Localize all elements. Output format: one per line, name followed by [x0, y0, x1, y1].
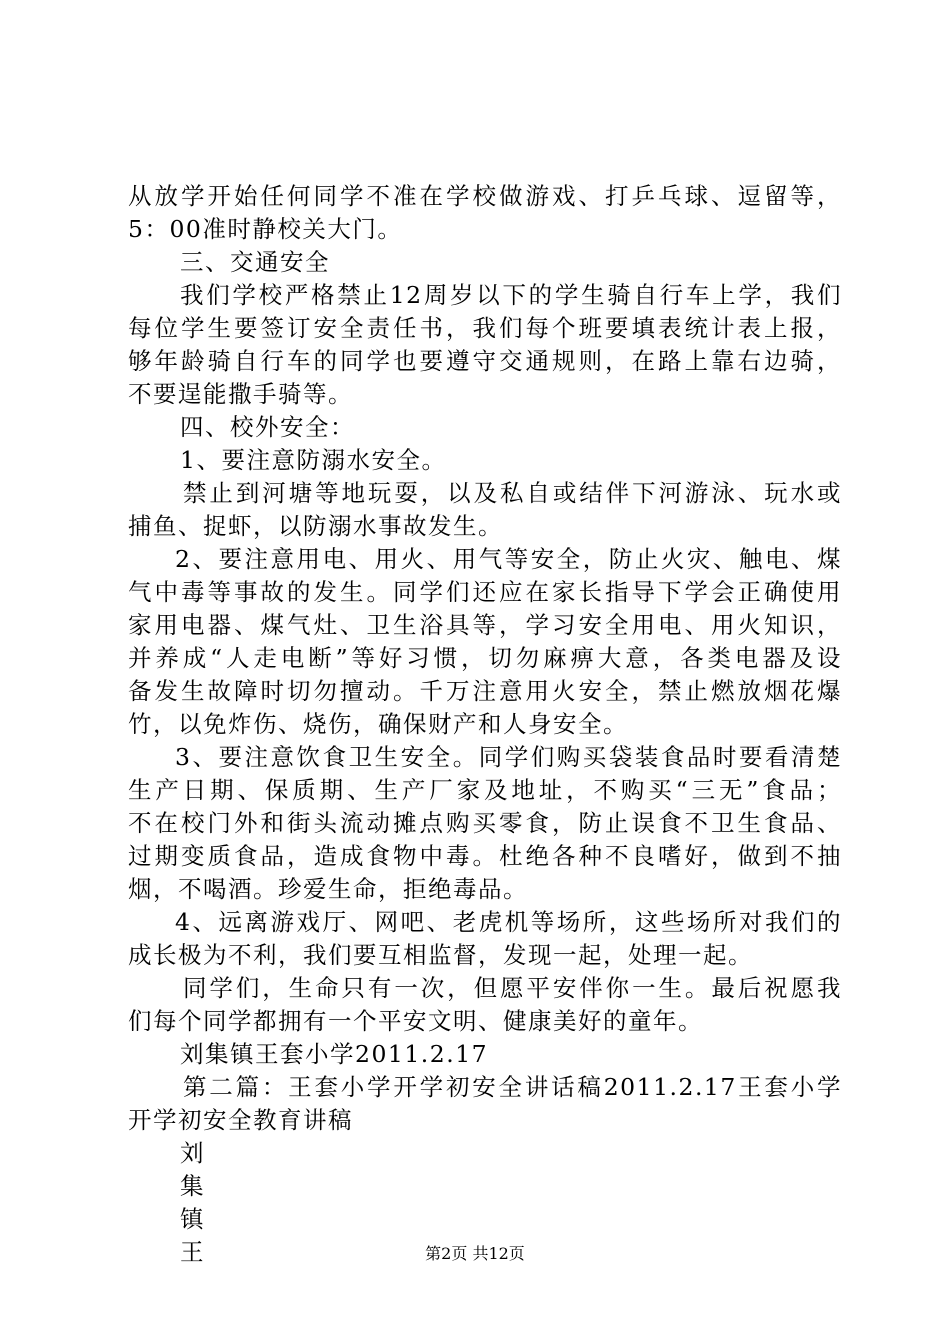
signature-line: 刘集镇王套小学2011.2.17 [180, 1040, 489, 1068]
text-line: 每位学生要签订安全责任书，我们每个班要填表统计表上报， [128, 314, 842, 342]
text-line: 们每个同学都拥有一个平安文明、健康美好的童年。 [128, 1007, 703, 1035]
text-line: 禁止到河塘等地玩耍，以及私自或结伴下河游泳、玩水或 [183, 479, 842, 507]
section-heading: 四、校外安全： [180, 413, 355, 441]
text-line: 并养成“人走电断”等好习惯，切勿麻痹大意，各类电器及设 [128, 644, 842, 672]
text-line: 不要逞能撒手骑等。 [128, 380, 353, 408]
text-line: 竹，以免炸伤、烧伤，确保财产和人身安全。 [128, 710, 628, 738]
text-line: 2、要注意用电、用火、用气等安全，防止火灾、触电、煤 [175, 545, 842, 573]
text-line: 同学们，生命只有一次，但愿平安伴你一生。最后祝愿我 [183, 974, 842, 1002]
text-line: 王 [180, 1238, 205, 1266]
text-line: 1、要注意防溺水安全。 [180, 446, 447, 474]
text-line: 第二篇：王套小学开学初安全讲话稿2011.2.17王套小学 [183, 1073, 842, 1101]
section-heading: 三、交通安全 [180, 248, 330, 276]
text-line: 够年龄骑自行车的同学也要遵守交通规则，在路上靠右边骑， [128, 347, 842, 375]
document-body [128, 180, 842, 1269]
text-line: 4、远离游戏厅、网吧、老虎机等场所，这些场所对我们的 [175, 908, 842, 936]
page-number-footer: 第2页 共12页 [425, 1244, 525, 1263]
text-line: 不在校门外和街头流动摊点购买零食，防止误食不卫生食品、 [128, 809, 842, 837]
text-line: 刘 [180, 1139, 205, 1167]
text-line: 生产日期、保质期、生产厂家及地址，不购买“三无”食品； [128, 776, 842, 804]
text-line: 捕鱼、捉虾，以防溺水事故发生。 [128, 512, 503, 540]
text-line: 过期变质食品，造成食物中毒。杜绝各种不良嗜好，做到不抽 [128, 842, 842, 870]
text-line: 5：00准时静校关大门。 [128, 215, 403, 243]
text-line: 我们学校严格禁止12周岁以下的学生骑自行车上学，我们 [180, 281, 842, 309]
text-line: 备发生故障时切勿擅动。千万注意用火安全，禁止燃放烟花爆 [128, 677, 842, 705]
text-line: 3、要注意饮食卫生安全。同学们购买袋装食品时要看清楚 [175, 743, 842, 771]
text-line: 气中毒等事故的发生。同学们还应在家长指导下学会正确使用 [128, 578, 842, 606]
text-line: 开学初安全教育讲稿 [128, 1106, 353, 1134]
text-line: 烟，不喝酒。珍爱生命，拒绝毒品。 [128, 875, 528, 903]
text-line: 家用电器、煤气灶、卫生浴具等，学习安全用电、用火知识， [128, 611, 842, 639]
text-line: 成长极为不利，我们要互相监督，发现一起，处理一起。 [128, 941, 753, 969]
text-line: 镇 [180, 1205, 205, 1233]
text-line: 集 [180, 1172, 205, 1200]
text-line: 从放学开始任何同学不准在学校做游戏、打乒乓球、逗留等， [128, 182, 842, 210]
